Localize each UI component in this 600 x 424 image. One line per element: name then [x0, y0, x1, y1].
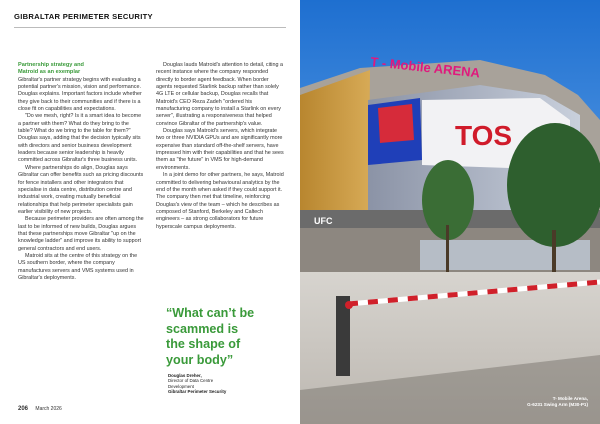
paragraph: Matroid sits at the centre of this strategy on the US southern border, where the company manufactures servers and VMS systems used in Gibraltar's deployments.	[18, 252, 138, 281]
ufc-text: UFC	[314, 216, 333, 226]
running-header	[14, 12, 286, 21]
banner-text: TOS	[455, 120, 513, 151]
tree-trunk	[446, 225, 449, 280]
caption-line: T- Mobile Arena,	[552, 396, 588, 402]
arena-sign: T - Mobile ARENA	[369, 54, 481, 81]
paragraph: Gibraltar's partner strategy begins with evaluating a potential partner's mission, vision and performance. Douglas explains. Important factors include whether they give back to their communities and if there is a close fit on capabilities and expectations.	[18, 76, 142, 113]
paragraph: In a joint demo for other partners, he says, Matroid committed to delivering behavioural analytics by the end of the month when asked if they could support it. The company then met that timeline, reinforcing Douglas's view of the team – which he describes as composed of Stanford, Berkeley and Caltech engineers – as strong collaborators for future hyperscale campus deployments.	[156, 172, 284, 230]
paragraph: Douglas lauds Matroid's attention to detail, citing a recent instance where the company responded directly to border agent feedback. When border agents requested Starlink backup rather than solely 4G LTE or cellular backup, Douglas recalls that Matroid's CEO Reza Zadeh "ordered his manufacturing company to install a Starlink on every server", illustrating a responsiveness that helped convince Gibraltar of the partnership's value.	[156, 62, 283, 127]
page-footer	[18, 406, 62, 412]
article-column-1	[18, 62, 144, 282]
subhead-line-1: Partnership strategy and	[18, 62, 84, 68]
paragraph: Douglas says Matroid's servers, which integrate two or three NVIDIA GPUs and are significantly more expensive than standard off-the-shelf servers, have impressed him with their capabilities and that he sees them as "the future" in VMS for high-demand environments.	[156, 128, 284, 171]
attribution-role: Director of Data Centre	[168, 378, 214, 384]
pull-quote-line: scammed is	[166, 321, 239, 336]
attribution-role: Development	[168, 383, 194, 389]
photo-page	[300, 0, 600, 424]
paragraph: "Do we mesh, right? Is it a smart idea to become a partner with them? What do they bring to the table? What do we bring to the table for them?" Douglas says, adding that the decision typically sits with directors and senior business development leaders because senior leadership is heavily committed across Gibraltar's three business units.	[18, 113, 142, 164]
attribution-org: Gibraltar Perimeter Security	[168, 389, 227, 395]
header-rule	[14, 27, 286, 28]
issue-date: March 2026	[35, 406, 62, 412]
arena-photo	[300, 0, 600, 424]
pull-quote-line: the shape of	[166, 337, 241, 351]
photo-caption	[527, 396, 588, 408]
attribution-name: Douglas Dreher,	[168, 373, 202, 378]
header-title: GIBRALTAR PERIMETER SECURITY	[14, 12, 153, 21]
subhead-line-2: Matroid as an exemplar	[18, 69, 81, 76]
paragraph: Because perimeter providers are often among the last to be informed of new builds, Douglas argues that these partnerships move Gibraltar "up on the knowledge ladder" and improve its ability to support general contractors and end users.	[18, 216, 144, 252]
paragraph: Where partnerships do align, Douglas says Gibraltar can offer benefits such as pricing discounts for fence installers and other integrators that specialise in data centre, distribution centre and industrial work, creating mutually beneficial relationships that help perimeter specialists gain earlier visibility of new projects.	[18, 164, 144, 215]
banner-red	[378, 104, 414, 143]
article-column-2	[156, 62, 284, 231]
page-number: 206	[18, 406, 29, 412]
barrier-light	[345, 301, 353, 309]
tree	[507, 123, 600, 247]
pull-quote	[166, 306, 286, 368]
caption-line: G-6231 Swing Arm (M30-P1)	[527, 402, 588, 408]
pull-quote-line: “What can’t be	[166, 306, 255, 320]
section-subhead	[18, 62, 144, 77]
quote-attribution	[168, 373, 288, 395]
pull-quote-line: your body”	[166, 352, 234, 367]
